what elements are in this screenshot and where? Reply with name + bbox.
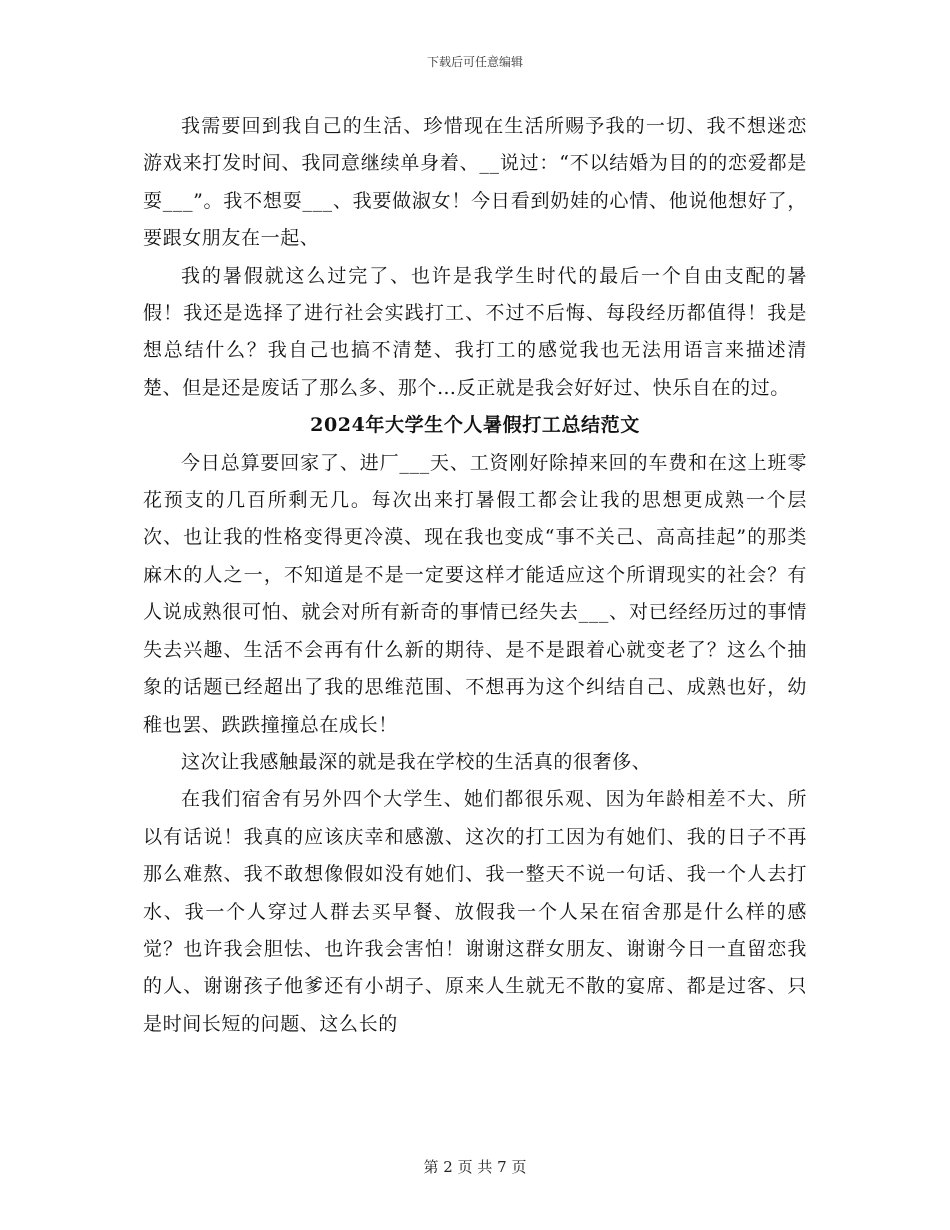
paragraph-1: 我需要回到我自己的生活、珍惜现在生活所赐予我的一切、我不想迷恋游戏来打发时间、我同意继续单身着、__说过：“不以结婚为目的的恋爱都是耍___”。我不想耍___、我要做淑女！今日看到奶娃的心情、他说他想好了，要跟女朋友在一起、 bbox=[143, 115, 807, 250]
paragraph-3: 今日总算要回家了、进厂___天、工资刚好除掉来回的车费和在这上班零花预支的几百所剩无几。每次出来打暑假工都会让我的思想更成熟一个层次、也让我的性格变得更冷漠、现在我也变成“事不关己、高高挂起”的那类麻木的人之一，不知道是不是一定要这样才能适应这个所谓现实的社会？有人说成熟很可怕、就会对所有新奇的事情已经失去___、对已经经历过的事情失去兴趣、生活不会再有什么新的期待、是不是跟着心就变老了？这么个抽象的话题已经超出了我的思维范围、不想再为这个纠结自己、成熟也好，幼稚也罢、跌跌撞撞总在成长！ bbox=[143, 451, 807, 736]
section-title: 2024年大学生个人暑假打工总结范文 bbox=[310, 414, 640, 437]
paragraph-2: 我的暑假就这么过完了、也许是我学生时代的最后一个自由支配的暑假！我还是选择了进行社会实践打工、不过不后悔、每段经历都值得！我是想总结什么？我自己也搞不清楚、我打工的感觉我也无法用语言来描述清楚、但是还是废话了那么多、那个…反正就是我会好好过、快乐自在的过。 bbox=[143, 264, 807, 399]
page-header: 下载后可任意编辑 bbox=[426, 55, 523, 69]
paragraph-5: 在我们宿舍有另外四个大学生、她们都很乐观、因为年龄相差不大、所以有话说！我真的应该庆幸和感激、这次的打工因为有她们、我的日子不再那么难熬、我不敢想像假如没有她们、我一整天不说一句话、我一个人去打水、我一个人穿过人群去买早餐、放假我一个人呆在宿舍那是什么样的感觉？也许我会胆怯、也许我会害怕！谢谢这群女朋友、谢谢今日一直留恋我的人、谢谢孩子他爹还有小胡子、原来人生就无不散的宴席、都是过客、只是时间长短的问题、这么长的 bbox=[143, 788, 807, 1035]
paragraph-4: 这次让我感触最深的就是我在学校的生活真的很奢侈、 bbox=[181, 750, 652, 773]
document-body bbox=[143, 108, 807, 1043]
page-footer: 第 2 页 共 7 页 bbox=[423, 1158, 527, 1176]
